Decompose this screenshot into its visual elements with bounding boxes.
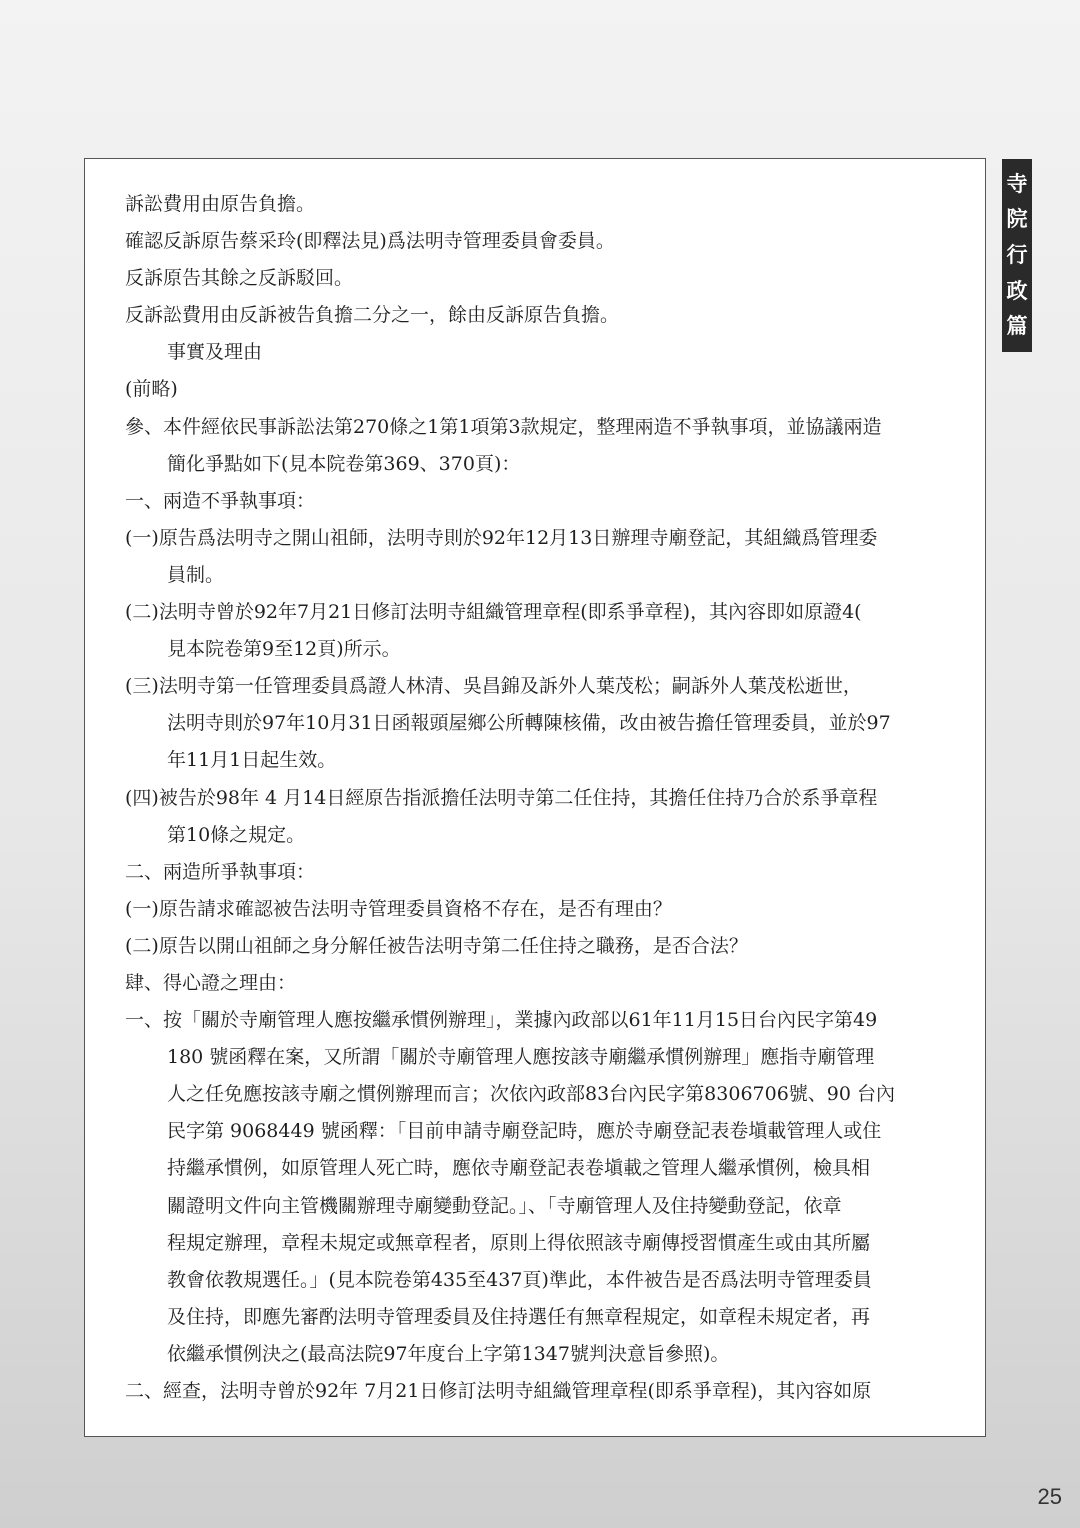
text-line: 依繼承慣例決之(最高法院97年度台上字第1347號判決意旨參照)。 bbox=[167, 1342, 730, 1365]
section-heading: 事實及理由 bbox=[167, 341, 263, 364]
text-line: 確認反訴原告蔡采玲(即釋法見)爲法明寺管理委員會委員。 bbox=[125, 230, 615, 253]
text-line: 教會依教規選任。」(見本院卷第435至437頁)準此，本件被告是否爲法明寺管理委員 bbox=[167, 1268, 872, 1291]
text-line: 民字第 9068449 號函釋：「目前申請寺廟登記時，應於寺廟登記表卷塡載管理人或住 bbox=[167, 1120, 882, 1143]
text-line: 180 號函釋在案，又所謂「關於寺廟管理人應按該寺廟繼承慣例辦理」應指寺廟管理 bbox=[167, 1046, 875, 1069]
side-tab-char: 篇 bbox=[1006, 314, 1028, 339]
text-line: 二、經查，法明寺曾於92年 7月21日修訂法明寺組織管理章程(即系爭章程)，其內容如原 bbox=[125, 1380, 872, 1402]
text-line: (一)原告請求確認被告法明寺管理委員資格不存在，是否有理由？ bbox=[125, 897, 672, 920]
text-line: 參、本件經依民事訴訟法第270條之1第1項第3款規定，整理兩造不爭執事項，並協議兩造 bbox=[125, 415, 882, 438]
text-line: (三)法明寺第一任管理委員爲證人林清、吳昌錦及訴外人葉茂松；嗣訴外人葉茂松逝世， bbox=[125, 675, 862, 698]
text-line: 關證明文件向主管機關辦理寺廟變動登記。」、「寺廟管理人及住持變動登記，依章 bbox=[167, 1194, 842, 1217]
text-line: (前略) bbox=[125, 378, 178, 401]
side-tab-char: 政 bbox=[1006, 278, 1028, 303]
document-body bbox=[125, 186, 951, 1410]
text-line: 肆、得心證之理由： bbox=[125, 971, 297, 994]
page-number: 25 bbox=[1037, 1484, 1062, 1509]
text-line: 年11月1日起生效。 bbox=[167, 749, 337, 772]
text-line: 二、兩造所爭執事項： bbox=[125, 860, 316, 883]
text-line: (二)原告以開山祖師之身分解任被告法明寺第二任住持之職務，是否合法？ bbox=[125, 934, 748, 957]
text-line: (一)原告爲法明寺之開山祖師，法明寺則於92年12月13日辦理寺廟登記，其組織爲管理委 bbox=[125, 526, 878, 549]
text-line: 員制。 bbox=[167, 563, 225, 586]
text-line: 一、兩造不爭執事項： bbox=[125, 489, 316, 512]
document-page bbox=[84, 158, 986, 1437]
text-line: 程規定辦理，章程未規定或無章程者，原則上得依照該寺廟傳授習慣產生或由其所屬 bbox=[167, 1231, 871, 1254]
text-line: 第10條之規定。 bbox=[167, 823, 306, 846]
text-line: 一、按「關於寺廟管理人應按繼承慣例辦理」，業據內政部以61年11月15日台內民字第49 bbox=[125, 1009, 878, 1032]
side-tab-char: 院 bbox=[1006, 207, 1028, 232]
text-line: (二)法明寺曾於92年7月21日修訂法明寺組織管理章程(即系爭章程)，其內容即如原證4( bbox=[125, 601, 862, 624]
text-line: 及住持，即應先審酌法明寺管理委員及住持選任有無章程規定，如章程未規定者，再 bbox=[167, 1305, 871, 1328]
text-line: 反訴訟費用由反訴被告負擔二分之一，餘由反訴原告負擔。 bbox=[125, 304, 620, 327]
text-line: 法明寺則於97年10月31日函報頭屋鄉公所轉陳核備，改由被告擔任管理委員，並於97 bbox=[167, 712, 891, 735]
text-line: 見本院卷第9至12頁)所示。 bbox=[167, 638, 401, 661]
text-line: 簡化爭點如下(見本院卷第369、370頁)： bbox=[167, 452, 521, 475]
side-tab-char: 行 bbox=[1006, 242, 1028, 267]
text-line: 訴訟費用由原告負擔。 bbox=[125, 193, 316, 215]
chapter-side-tab bbox=[1002, 159, 1032, 352]
text-line: 反訴原告其餘之反訴駁回。 bbox=[125, 267, 354, 290]
text-line: 持繼承慣例，如原管理人死亡時，應依寺廟登記表卷塡載之管理人繼承慣例，檢具相 bbox=[167, 1157, 871, 1180]
side-tab-char: 寺 bbox=[1006, 171, 1028, 196]
text-line: (四)被告於98年 4 月14日經原告指派擔任法明寺第二任住持，其擔任住持乃合於系爭章程 bbox=[125, 786, 878, 809]
text-line: 人之任免應按該寺廟之慣例辦理而言；次依內政部83台內民字第8306706號、90 台內 bbox=[167, 1083, 896, 1106]
